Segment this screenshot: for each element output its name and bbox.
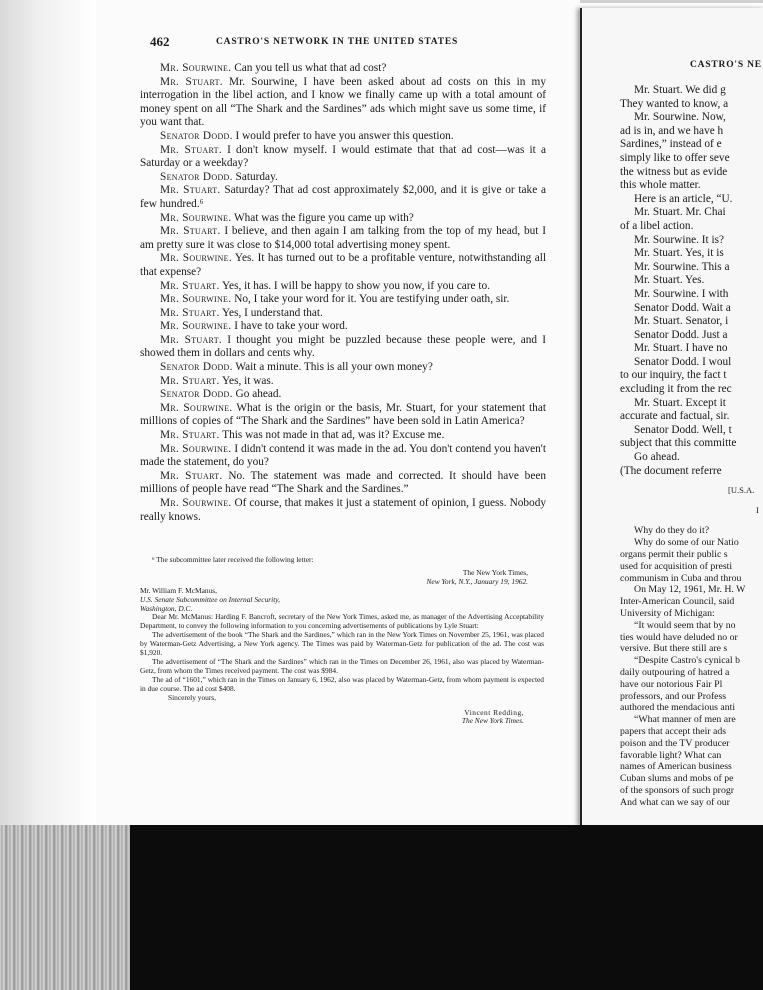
right-text-line: (The document referre [620, 464, 722, 477]
speaker-name: Senator Dodd. [160, 361, 233, 374]
right-testimony-lines [620, 84, 763, 478]
speaker-name: Mr. Sourwine. [160, 320, 232, 333]
speaker-name: Mr. Stuart. [160, 143, 222, 156]
testimony-paragraph [140, 171, 546, 185]
right-text-line: Mr. Stuart. Yes. [634, 274, 705, 287]
right-document-line: favorable light? What can [620, 749, 722, 761]
letter-paragraph: Dear Mr. McManus: Harding F. Bancroft, secretary of the New York Times, asked me, as manager of the Advertising Acceptability Department, to convey the following information to you concerning advertisements of publications by Lyle Stuart: [140, 612, 544, 631]
letter-signer-org: The New York Times. [461, 716, 524, 726]
testimony-paragraph [140, 388, 546, 402]
right-text-line: Go ahead. [634, 451, 680, 464]
speech-text: I have to take your word. [231, 320, 348, 333]
right-document-line: communism in Cuba and throu [620, 572, 742, 584]
right-document-line: daily outpouring of hatred a [620, 666, 730, 678]
speech-text: Yes. It has turned out to be a profitable venture, notwithstanding all that expense? [140, 252, 547, 278]
speaker-name: Mr. Stuart. [160, 374, 220, 387]
testimony-paragraph [140, 62, 546, 76]
right-document-line: Cuban slums and mobs of pe [620, 773, 734, 785]
letter-paragraph: The ad of “1601,” which ran in the Times on January 6, 1962, also was placed by Waterman-Getz, from whom payment is expected in due course. The ad cost $408. [140, 674, 544, 693]
speaker-name: Mr. Stuart. [160, 225, 221, 238]
document-mark: I [756, 504, 759, 515]
testimony-paragraph [140, 429, 546, 443]
testimony-column [140, 62, 546, 524]
left-running-head [150, 34, 550, 54]
right-text-line: Sardines,” instead of e [620, 138, 722, 151]
right-text-line: Mr. Sourwine. Now, [634, 111, 726, 124]
speech-text: I believe, and then again I am talking from the top of my head, but I am pretty sure it was close to $14,000 total advertising money spent. [140, 225, 546, 251]
right-document-line: On May 12, 1961, Mr. H. W [634, 584, 746, 596]
letter-addressee-org: U.S. Senate Subcommittee on Internal Security, [140, 594, 280, 604]
right-text-line: Mr. Sourwine. This a [634, 260, 730, 273]
speech-text: Can you tell us what that ad cost? [231, 62, 387, 74]
speech-text: Saturday. [232, 170, 278, 183]
speaker-name: Mr. Sourwine. [160, 62, 232, 74]
right-document-lines [620, 525, 763, 808]
footnote-intro: ⁶ The subcommittee later received the following letter: [152, 555, 314, 564]
letter-body [140, 613, 544, 693]
speech-text: What is the origin or the basis, Mr. Stuart, for your statement that millions of copies of “The Shark and the Sardines” have been sold in Latin America? [140, 401, 546, 428]
speech-text: This was not made in that ad, was it? Excuse me. [219, 429, 445, 442]
right-document-line: Why do they do it? [634, 525, 710, 537]
right-document-line: ties would have deluded no or [620, 631, 738, 643]
right-text-line: this whole matter. [620, 179, 701, 192]
speech-text: I would prefer to have you answer this question. [232, 129, 454, 142]
letter-paragraph: The advertisement of the book “The Shark and the Sardines,” which ran in the New York Times on November 25, 1961, was placed by Waterman-Getz Advertising, a New York agency. The Times was paid by Waterman-Getz for publication of the ad. The cost was $1,920. [140, 630, 544, 658]
right-document-line: Inter-American Council, said [620, 596, 735, 608]
speaker-name: Mr. Stuart. [160, 429, 220, 442]
right-text-line: subject that this committe [620, 437, 737, 450]
footnote [140, 556, 544, 726]
speaker-name: Mr. Sourwine. [160, 211, 232, 224]
speaker-name: Mr. Sourwine. [160, 252, 232, 265]
scan-binding-edge [0, 825, 130, 990]
right-document-line: names of American business [620, 761, 732, 773]
speaker-name: Mr. Sourwine. [160, 401, 233, 414]
speaker-name: Senator Dodd. [160, 388, 233, 401]
testimony-paragraph [140, 184, 546, 211]
right-running-head: CASTRO'S NE [690, 60, 762, 70]
right-document-line: used for acquisition of presti [620, 560, 733, 572]
right-text-line: Mr. Sourwine. I with [634, 287, 729, 300]
right-document-line: poison and the TV producer [620, 737, 730, 749]
letter-dateline: New York, N.Y., January 19, 1962. [426, 576, 528, 586]
right-document-line: And what can we say of our [620, 796, 730, 808]
speech-text: Go ahead. [232, 388, 282, 401]
speech-text: Of course, that makes it just a statement of opinion, I guess. Nobody really knows. [140, 497, 546, 523]
right-document-line: University of Michigan: [620, 607, 715, 619]
testimony-paragraph [140, 130, 546, 144]
testimony-paragraph [140, 225, 546, 252]
letter-signer: Vincent Redding, [464, 707, 524, 717]
testimony-paragraph [140, 320, 546, 334]
testimony-paragraph [140, 497, 546, 524]
right-text-line: the witness but as evide [620, 165, 728, 178]
testimony-paragraph [140, 361, 546, 375]
right-text-line: Mr. Sourwine. It is? [634, 233, 725, 246]
right-page-column [620, 84, 763, 809]
testimony-paragraph [140, 470, 546, 497]
running-head-title: CASTRO'S NETWORK IN THE UNITED STATES [216, 37, 459, 47]
right-text-line: Here is an article, “U. [634, 192, 733, 205]
right-document-line: Why do some of our Natio [634, 537, 739, 549]
speech-text: No, I take your word for it. You are testifying under oath, sir. [231, 293, 510, 306]
right-text-line: simply like to offer seve [620, 151, 730, 164]
testimony-paragraph [140, 293, 546, 307]
testimony-paragraph [140, 252, 546, 279]
speech-text: Mr. Sourwine, I have been asked about ad costs on this in my interrogation in the libel action, and I know we finally came up with a total amount of money spent on all “The Shark and the Sardines” ads which might save us some time, if you want that. [140, 75, 546, 129]
testimony-paragraph [140, 280, 546, 294]
testimony-paragraph [140, 76, 546, 130]
right-text-line: Mr. Stuart. Mr. Chai [634, 206, 726, 219]
speech-text: What was the figure you came up with? [231, 211, 414, 224]
speaker-name: Mr. Stuart. [160, 333, 223, 346]
right-text-line: Mr. Stuart. I have no [634, 342, 728, 355]
speaker-name: Mr. Sourwine. [160, 497, 232, 509]
speech-text: I thought you might be puzzled because these people were, and I showed them in dollars and cents why. [140, 333, 547, 360]
right-text-line: Senator Dodd. Well, t [634, 423, 732, 436]
speech-text: Saturday? That ad cost approximately $2,000, and it is give or take a few hundred.⁶ [140, 184, 546, 210]
right-text-line: ad is in, and we have h [620, 124, 724, 137]
speech-text: Yes, it was. [219, 374, 274, 387]
letter-closing: Sincerely yours, [168, 692, 217, 702]
right-text-line: of a libel action. [620, 219, 694, 232]
right-text-line: Mr. Stuart. Yes, it is [634, 247, 724, 260]
speaker-name: Mr. Stuart. [160, 469, 223, 482]
document-label: [U.S.A. [728, 485, 755, 496]
testimony-paragraph [140, 443, 546, 470]
letter-sender: The New York Times, [462, 567, 528, 577]
speaker-name: Mr. Stuart. [160, 184, 221, 197]
speech-text: I didn't contend it was made in the ad. You don't contend you haven't made the statement, do you? [140, 442, 546, 469]
speaker-name: Mr. Stuart. [160, 279, 220, 292]
right-text-line: accurate and factual, sir. [620, 410, 730, 423]
speaker-name: Mr. Sourwine. [160, 293, 232, 306]
right-document-line: authored the mendacious anti [620, 702, 736, 714]
speaker-name: Senator Dodd. [160, 129, 233, 142]
right-document-line: “What manner of men are [634, 714, 736, 726]
speech-text: Yes, it has. I will be happy to show you now, if you care to. [219, 279, 490, 292]
right-document-line: professors, and our Profess [620, 690, 727, 702]
right-document-line: “Despite Castro's cynical b [634, 655, 740, 667]
testimony-paragraph [140, 402, 546, 429]
right-document-line: organs permit their public s [620, 549, 728, 560]
right-text-line: Mr. Stuart. Senator, i [634, 315, 729, 328]
right-text-line: Senator Dodd. Just a [634, 328, 728, 341]
page-number: 462 [150, 34, 170, 49]
right-document-line: have our notorious Fair Pl [620, 678, 723, 690]
testimony-paragraph [140, 334, 546, 361]
testimony-paragraph [140, 307, 546, 321]
speaker-name: Mr. Sourwine. [160, 442, 232, 455]
testimony-paragraph [140, 212, 546, 226]
right-document-line: of the sponsors of such progr [620, 784, 735, 796]
testimony-paragraph [140, 144, 546, 171]
speaker-name: Mr. Stuart. [160, 75, 223, 88]
right-text-line: Senator Dodd. I woul [634, 355, 732, 368]
testimony-paragraph [140, 375, 546, 389]
right-document-line: versive. But there still are s [620, 643, 728, 655]
speech-text: Wait a minute. This is all your own money? [232, 361, 433, 374]
right-text-line: excluding it from the rec [620, 383, 732, 396]
right-text-line: Senator Dodd. Wait a [634, 301, 731, 314]
letter-addressee: Mr. William F. McManus, [140, 585, 217, 595]
right-text-line: Mr. Stuart. Except it [634, 396, 726, 409]
speaker-name: Senator Dodd. [160, 170, 233, 183]
speech-text: No. The statement was made and corrected. It should have been millions of people have read “The Shark and the Sardines.” [140, 469, 546, 496]
right-text-line: They wanted to know, a [620, 97, 729, 110]
right-document-line: papers that accept their ads [620, 725, 727, 737]
speaker-name: Mr. Stuart. [160, 306, 220, 319]
right-document-line: “It would seem that by no [634, 619, 736, 631]
letter-addressee-city: Washington, D.C. [140, 603, 193, 613]
speech-text: I don't know myself. I would estimate that that ad cost—was it a Saturday or a weekday? [140, 143, 546, 170]
right-text-line: to our inquiry, the fact t [620, 369, 727, 382]
right-text-line: Mr. Stuart. We did g [634, 84, 726, 96]
letter-paragraph: The advertisement of “The Shark and the Sardines” which ran in the Times on December 26, 1961, also was placed by Waterman-Getz, from whom the Times received payment. The cost was $984. [140, 656, 544, 675]
speech-text: Yes, I understand that. [219, 306, 323, 319]
